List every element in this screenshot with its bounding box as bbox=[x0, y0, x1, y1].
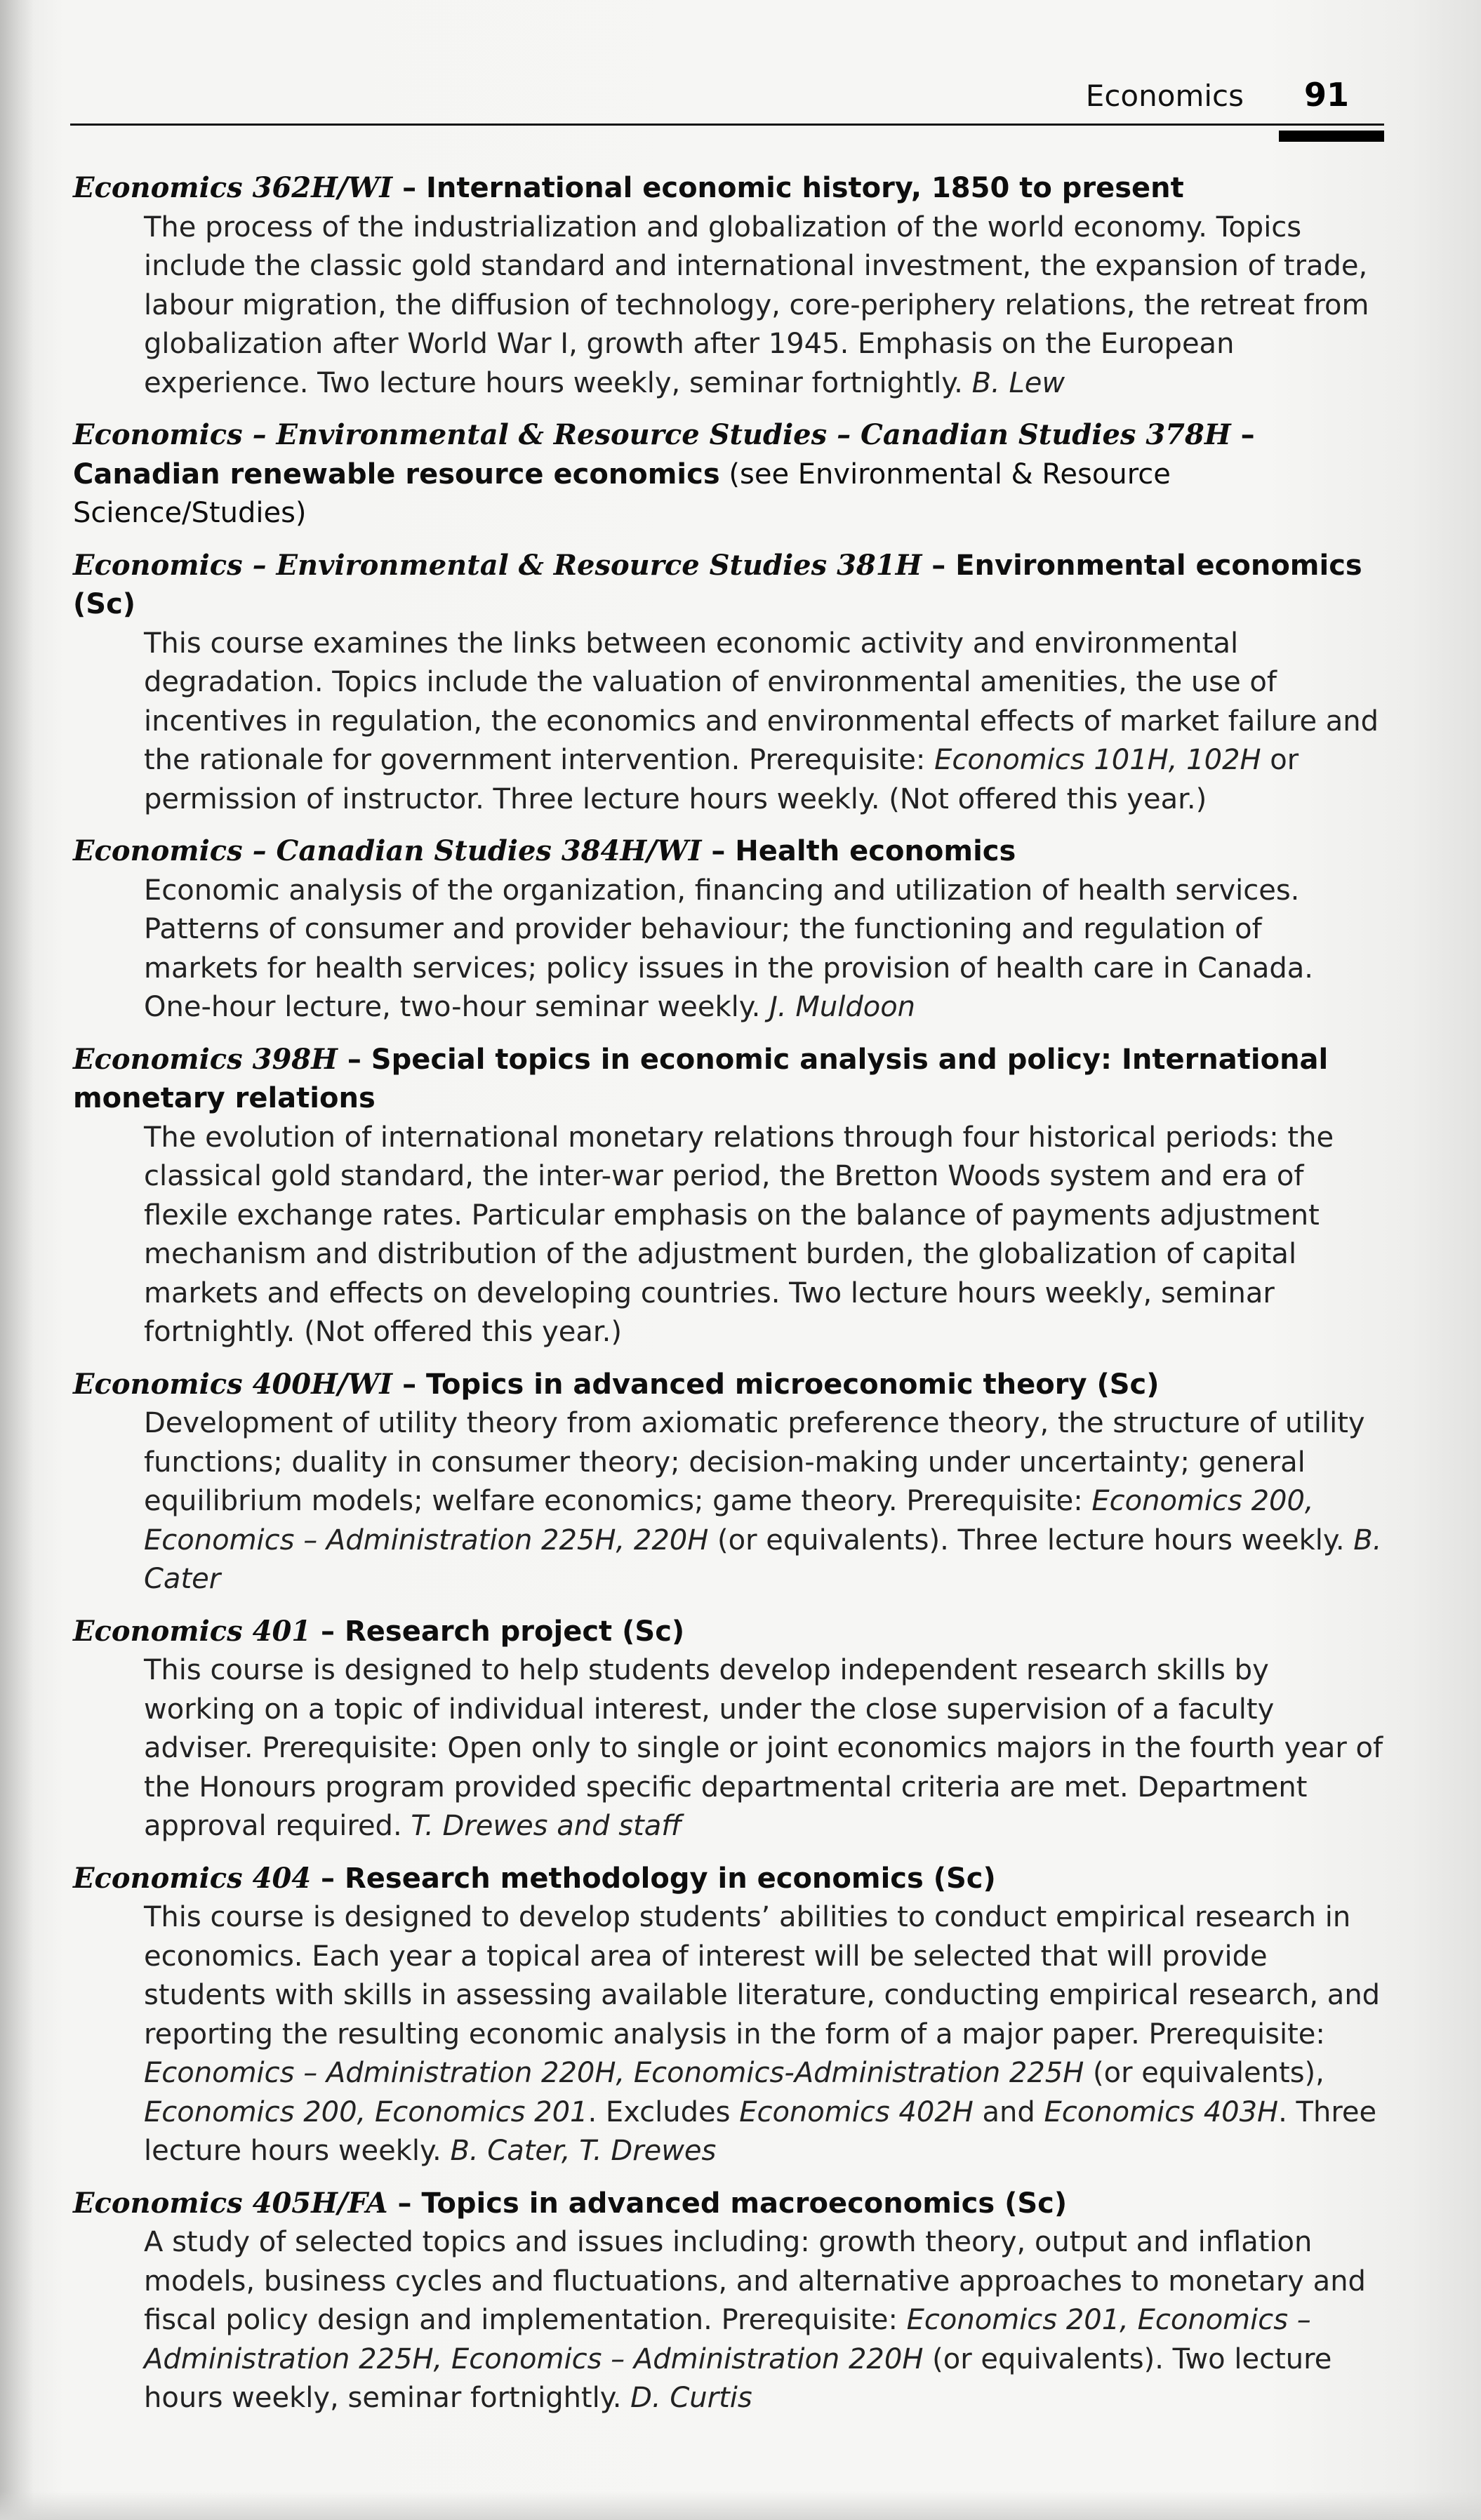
course-description bbox=[73, 1404, 1384, 1599]
course-entry bbox=[73, 2184, 1384, 2418]
heading-dash: – bbox=[311, 1862, 345, 1895]
course-entry bbox=[73, 1040, 1384, 1352]
course-entry bbox=[73, 168, 1384, 403]
italic-text: B. Lew bbox=[971, 366, 1065, 399]
course-title: Topics in advanced macroeconomics (Sc) bbox=[421, 2187, 1068, 2220]
description-text: The process of the industrialization and globalization of the world economy. Topics include the classic gold standard and international investment, the expansion of trade, labour migration, the diffusion of technology, core-periphery relations, the retreat from globalization after World War I, growth after 1945. Emphasis on the European experience. Two lecture hours weekly, seminar fortnightly. bbox=[144, 211, 1369, 399]
cross-reference: (see Environmental & Resource Science/Studies) bbox=[73, 458, 1171, 529]
course-code: Economics 398H bbox=[73, 1042, 338, 1076]
italic-text: Economics – Administration 220H, Economics-Administration 225H bbox=[144, 2057, 1084, 2089]
description-text: (or equivalents). Two lecture hours weekly, seminar fortnightly. bbox=[144, 2342, 1332, 2414]
course-entry bbox=[73, 415, 1384, 533]
course-description bbox=[73, 1651, 1384, 1846]
course-title: International economic history, 1850 to present bbox=[426, 172, 1184, 204]
page-number: 91 bbox=[1303, 76, 1349, 114]
course-title: Health economics bbox=[735, 835, 1016, 867]
course-title: Environmental economics (Sc) bbox=[73, 549, 1362, 620]
course-code: Economics – Environmental & Resource Studies – Canadian Studies 378H bbox=[73, 418, 1231, 451]
course-description bbox=[73, 1119, 1384, 1352]
italic-text: Economics 200, Economics 201 bbox=[144, 2095, 588, 2128]
italic-text: Economics 403H bbox=[1044, 2095, 1279, 2128]
course-heading bbox=[73, 2184, 1384, 2224]
course-code: Economics 405H/FA bbox=[73, 2186, 388, 2220]
description-text: (or equivalents). Three lecture hours weekly. bbox=[708, 1524, 1354, 1556]
heading-dash: – bbox=[922, 549, 956, 582]
page-bottom-edge bbox=[0, 2491, 1481, 2520]
italic-text: B. Cater bbox=[144, 1524, 1382, 1595]
course-code: Economics – Canadian Studies 384H/WI bbox=[73, 834, 702, 867]
course-entry bbox=[73, 1612, 1384, 1846]
course-entry bbox=[73, 1365, 1384, 1599]
course-description bbox=[73, 625, 1384, 820]
italic-text: B. Cater, T. Drewes bbox=[450, 2135, 717, 2167]
italic-text: Economics 200, Economics – Administration 225H, 220H bbox=[144, 1485, 1314, 1556]
course-title: Canadian renewable resource economics bbox=[73, 458, 720, 491]
course-heading bbox=[73, 1365, 1384, 1405]
italic-text: J. Muldoon bbox=[769, 991, 916, 1023]
course-list bbox=[73, 168, 1384, 2431]
course-code: Economics – Environmental & Resource Studies 381H bbox=[73, 548, 922, 582]
description-text: Development of utility theory from axiomatic preference theory, the structure of utility functions; duality in consumer theory; decision-making under uncertainty; general equilibrium models; welfare economics; game theory. Prerequisite: bbox=[144, 1407, 1365, 1517]
course-entry bbox=[73, 832, 1384, 1027]
course-title: Research project (Sc) bbox=[344, 1615, 685, 1648]
heading-dash: – bbox=[1230, 419, 1255, 451]
description-text: . Three lecture hours weekly. bbox=[144, 2095, 1377, 2167]
description-text: The evolution of international monetary relations through four historical periods: the classical gold standard, the inter-war period, the Bretton Woods system and era of flexile exchange rates. Particular emphasis on the balance of payments adjustment mechanism and distribution of the adjustment burden, the globalization of capital markets and effects on developing countries. Two lecture hours weekly, seminar fortnightly. (Not offered this year.) bbox=[144, 1121, 1334, 1348]
header-rule bbox=[70, 124, 1384, 126]
course-description bbox=[73, 872, 1384, 1027]
italic-text: Economics 402H bbox=[739, 2095, 974, 2128]
heading-dash: – bbox=[701, 835, 736, 867]
description-text: (or equivalents), bbox=[1084, 2057, 1324, 2089]
description-text: This course is designed to develop students’ abilities to conduct empirical research in economics. Each year a topical area of interest will be selected that will provide students with skills in assessing available literature, conducting empirical research, and reporting the resulting economic analysis in the form of a major paper. Prerequisite: bbox=[144, 1901, 1381, 2051]
italic-text: D. Curtis bbox=[630, 2382, 752, 2414]
description-text: This course is designed to help students develop independent research skills by working on a topic of individual interest, under the close supervision of a faculty adviser. Prerequisite: Open only to single or joint economics majors in the fourth year of the Honours program provided specific departmental criteria are met. Department approval required. bbox=[144, 1654, 1383, 1842]
page-spine-shadow bbox=[0, 0, 34, 2520]
description-text: and bbox=[973, 2095, 1044, 2128]
course-code: Economics 404 bbox=[73, 1861, 312, 1895]
course-title: Topics in advanced microeconomic theory (Sc) bbox=[426, 1368, 1160, 1401]
heading-dash: – bbox=[392, 1368, 426, 1401]
description-text: or permission of instructor. Three lecture hours weekly. (Not offered this year.) bbox=[144, 744, 1299, 815]
description-text: Economic analysis of the organization, financing and utilization of health services. Patterns of consumer and provider behaviour; the functioning and regulation of markets for health services; policy issues in the provision of health care in Canada. One-hour lecture, two-hour seminar weekly. bbox=[144, 874, 1313, 1023]
course-title: Special topics in economic analysis and policy: International monetary relations bbox=[73, 1043, 1329, 1114]
description-text: . Excludes bbox=[587, 2095, 740, 2128]
course-description bbox=[73, 208, 1384, 404]
heading-dash: – bbox=[311, 1615, 345, 1648]
heading-dash: – bbox=[392, 172, 426, 204]
header-tab-marker bbox=[1279, 131, 1384, 142]
course-heading bbox=[73, 1612, 1384, 1652]
header-section-title: Economics bbox=[1085, 79, 1244, 113]
running-header bbox=[70, 69, 1384, 129]
course-description bbox=[73, 1898, 1384, 2171]
course-code: Economics 401 bbox=[73, 1614, 312, 1648]
course-heading bbox=[73, 168, 1384, 208]
course-code: Economics 400H/WI bbox=[73, 1367, 393, 1401]
course-heading bbox=[73, 1040, 1384, 1119]
italic-text: Economics 101H, 102H bbox=[934, 744, 1261, 776]
course-heading bbox=[73, 832, 1384, 872]
heading-dash: – bbox=[387, 2187, 422, 2220]
italic-text: Economics 201, Economics – Administration 225H, Economics – Administration 220H bbox=[144, 2304, 1311, 2375]
course-description bbox=[73, 2223, 1384, 2418]
course-title: Research methodology in economics (Sc) bbox=[344, 1862, 996, 1895]
course-entry bbox=[73, 1859, 1384, 2171]
course-entry bbox=[73, 546, 1384, 820]
course-heading bbox=[73, 546, 1384, 625]
italic-text: T. Drewes and staff bbox=[411, 1810, 682, 1842]
description-text: A study of selected topics and issues including: growth theory, output and inflation models, business cycles and fluctuations, and alternative approaches to monetary and fiscal policy design and implementation. Prerequisite: bbox=[144, 2226, 1366, 2336]
description-text: This course examines the links between economic activity and environmental degradation. Topics include the valuation of environmental amenities, the use of incentives in regulation, the economics and environmental effects of market failure and the rationale for government intervention. Prerequisite: bbox=[144, 627, 1379, 776]
course-code: Economics 362H/WI bbox=[73, 171, 393, 204]
heading-dash: – bbox=[337, 1043, 371, 1076]
course-heading bbox=[73, 1859, 1384, 1899]
course-heading bbox=[73, 415, 1384, 533]
